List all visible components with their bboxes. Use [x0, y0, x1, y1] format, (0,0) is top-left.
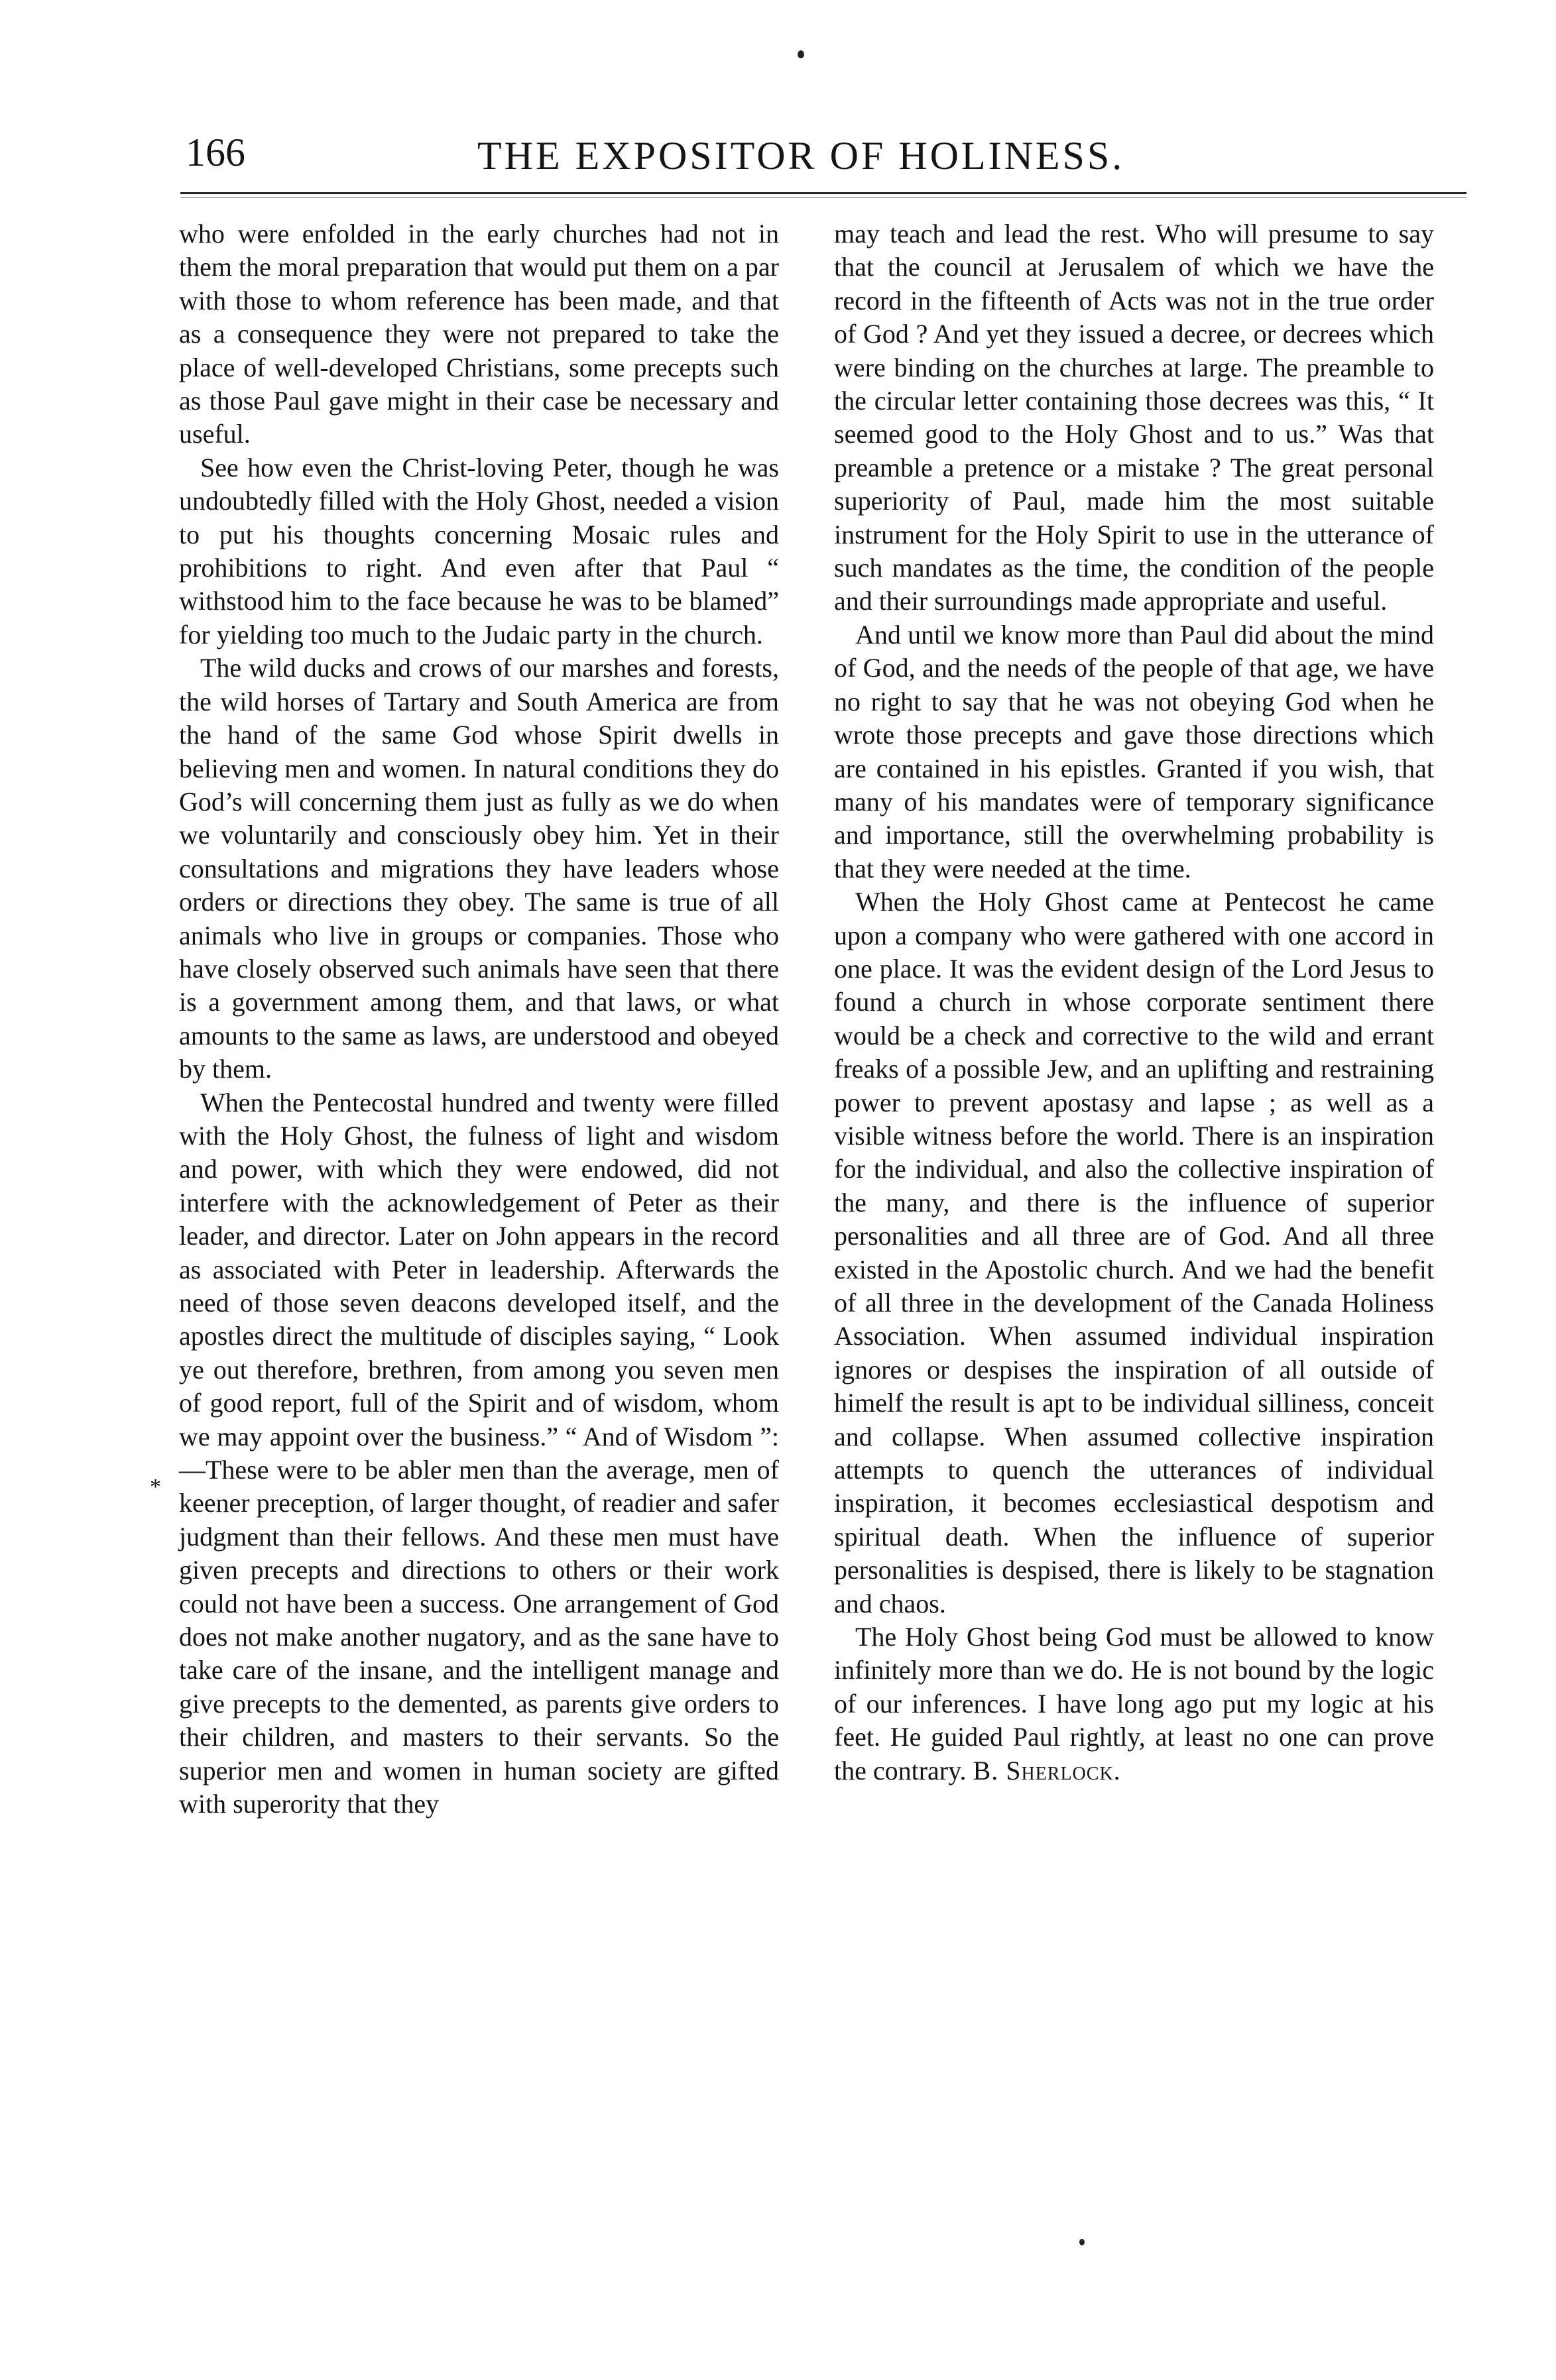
closing-paragraph [834, 1620, 1434, 1787]
paragraph: The wild ducks and crows of our marshes and forests, the wild horses of Tartary and South America are from the hand of the same God whose Spirit dwells in believing men and women. In natural conditions they do God’s will concerning them just as fully as we do when we voluntarily and consciously obey him. Yet in their consultations and migrations they have leaders whose orders or directions they obey. The same is true of all animals who live in groups or companies. Those who have closely observed such animals have seen that there is a government among them, and that laws, or what amounts to the same as laws, are understood and obeyed by them. [179, 653, 779, 1084]
paragraph: who were enfolded in the early churches had not in them the moral preparation that would put them on a par with those to whom reference has been made, and that as a consequence they were not prepared to take the place of well-developed Christians, some precepts such as those Paul gave might in their case be necessary and useful. [179, 219, 779, 449]
author-signature: B. Sherlock. [973, 1755, 1121, 1785]
right-column [834, 217, 1434, 1787]
header-rule [180, 192, 1466, 194]
paragraph-text: The Holy Ghost being God must be allowed to know infinitely more than we do. He is not bound by the logic of our inferences. I have long ago put my logic at his feet. He guided Paul rightly, at least no one can prove the contrary. [834, 1622, 1434, 1785]
paragraph: When the Holy Ghost came at Pentecost he came upon a company who were gathered with one accord in one place. It was the evident design of the Lord Jesus to found a church in whose corporate sentiment there would be a check and corrective to the wild and errant freaks of a possible Jew, and an uplifting and restraining power to prevent apostasy and lapse ; as well as a visible witness before the world. There is an inspiration for the individual, and also the collective inspiration of the many, and there is the influence of superior personalities and all three are of God. And all three existed in the Apostolic church. And we had the benefit of all three in the development of the Canada Holiness Association. When assumed individual inspiration ignores or despises the inspiration of all outside of himelf the result is apt to be individual silliness, conceit and collapse. When assumed collective inspiration attempts to quench the utterances of individual inspiration, it becomes ecclesiastical despotism and spiritual death. When the influence of superior personalities is despised, there is likely to be stagnation and chaos. [834, 887, 1434, 1618]
paragraph: When the Pentecostal hundred and twenty were filled with the Holy Ghost, the fulness of light and wisdom and power, with which they were endowed, did not interfere with the acknowledgement of Peter as their leader, and director. Later on John appears in the record as associated with Peter in leadership. Afterwards the need of those seven deacons developed itself, and the apostles direct the multitude of disciples saying, “ Look ye out therefore, brethren, from among you seven men of good report, full of the Spirit and of wisdom, whom we may appoint over the business.” “ And of Wisdom ”:—These were to be abler men than the average, men of keener preception, of larger thought, of readier and safer judgment than their fellows. And these men must have given precepts and directions to others or their work could not have been a success. One arrangement of God does not make another nugatory, and as the sane have to take care of the insane, and the intelligent manage and give precepts to the demented, as parents give orders to their children, and masters to their servants. So the superior men and women in human society are gifted with superority that they [179, 1087, 779, 1819]
left-column [179, 217, 779, 1821]
paragraph: And until we know more than Paul did about the mind of God, and the needs of the people of that age, we have no right to say that he was not obeying God when he wrote those precepts and gave those directions which are contained in his epistles. Granted if you wish, that many of his mandates were of temporary significance and importance, still the overwhelming probability is that they were needed at the time. [834, 619, 1434, 883]
ink-speck-bottom [1079, 2239, 1085, 2245]
ink-speck-top [798, 50, 804, 58]
paragraph: See how even the Christ-loving Peter, though he was undoubtedly filled with the Holy Ghost, needed a vision to put his thoughts concerning Mosaic rules and prohibitions to right. And even after that Paul “ withstood him to the face because he was to be blamed” for yielding too much to the Judaic party in the church. [179, 452, 779, 650]
page-number: 166 [186, 131, 245, 174]
margin-mark: * [150, 1475, 161, 1499]
running-title: THE EXPOSITOR OF HOLINESS. [477, 134, 1125, 178]
paragraph: may teach and lead the rest. Who will presume to say that the council at Jerusalem of which we have the record in the fifteenth of Acts was not in the true order of God ? And yet they issued a decree, or decrees which were binding on the churches at large. The preamble to the circular letter containing those decrees was this, “ It seemed good to the Holy Ghost and to us.” Was that preamble a pretence or a mistake ? The great personal superiority of Paul, made him the most suitable instrument for the Holy Spirit to use in the utterance of such mandates as the time, the condition of the people and their surroundings made appropriate and useful. [834, 219, 1434, 616]
